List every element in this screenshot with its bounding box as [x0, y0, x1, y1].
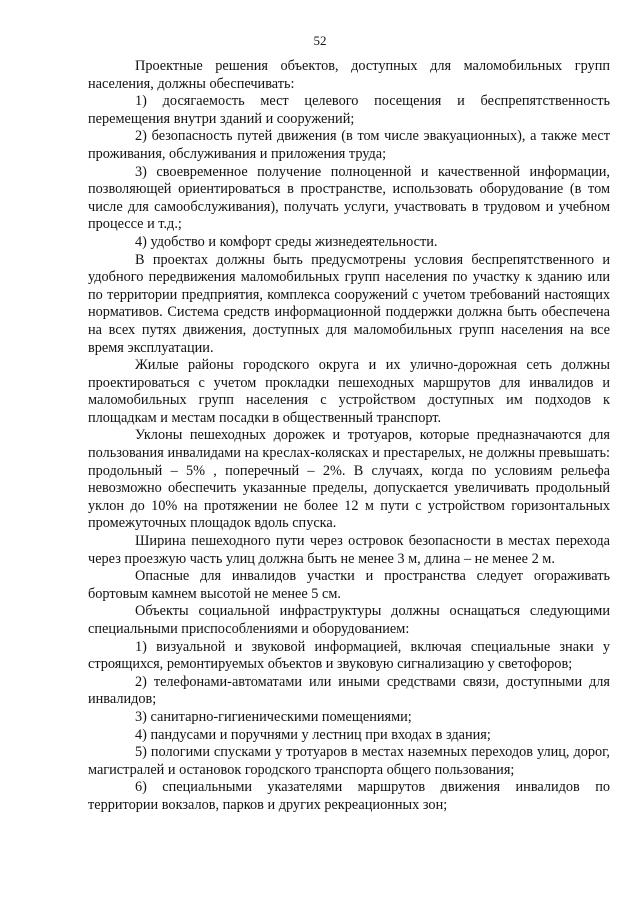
list-item: 3) своевременное получение полноценной и качественной информации, позволяющей ориентироваться в пространстве, использовать оборудование (в том числе для самообслуживания), получать услуги, участвовать в трудовом и учебном процессе и т.д.; — [88, 163, 610, 233]
list-item: 4) удобство и комфорт среды жизнедеятельности. — [135, 233, 438, 250]
paragraph: Проектные решения объектов, доступных для маломобильных групп населения, должны обеспечивать: — [88, 58, 610, 92]
list-item: 2) телефонами-автоматами или иными средствами связи, доступными для инвалидов; — [88, 673, 610, 708]
page-number: 52 — [313, 33, 327, 48]
list-item: 1) досягаемость мест целевого посещения и беспрепятственность перемещения внутри зданий и сооружений; — [88, 93, 610, 127]
list-item: 6) специальными указателями маршрутов движения инвалидов по территории вокзалов, парков и других рекреационных зон; — [88, 779, 610, 813]
paragraph: В проектах должны быть предусмотрены условия беспрепятственного и удобного передвижения маломобильных групп населения по участку к зданию или по территории предприятия, комплекса сооружений с учетом требований настоящих нормативов. Система средств информационной поддержки должна быть обеспечена на всех путях движения, доступных для маломобильных групп населения на все время эксплуатации. — [88, 251, 610, 356]
paragraph: Жилые районы городского округа и их улично-дорожная сеть должны проектироваться с учетом прокладки пешеходных маршрутов для инвалидов и маломобильных групп населения с устройством доступных им подходов к площадкам и местам посадки в общественный транспорт. — [88, 357, 610, 426]
paragraph: Уклоны пешеходных дорожек и тротуаров, которые предназначаются для пользования инвалидами на креслах-колясках и престарелых, не должны превышать: продольный – 5% , поперечный – 2%. В случаях, когда по условиям рельефа невозможно обеспечить указанные пределы, допускается увеличивать продольный уклон до 10% на протяжении не более 12 м пути с устройством горизонтальных промежуточных площадок вдоль спуска. — [88, 427, 610, 532]
document-body — [88, 58, 610, 815]
paragraph: Ширина пешеходного пути через островок безопасности в местах перехода через проезжую часть улиц должна быть не менее 3 м, длина – не менее 2 м. — [88, 533, 610, 567]
list-item: 3) санитарно-гигиеническими помещениями; — [135, 708, 412, 725]
list-item: 1) визуальной и звуковой информацией, включая специальные знаки у строящихся, ремонтируемых объектов и звуковую сигнализацию у светофоров; — [88, 638, 610, 673]
paragraph: Объекты социальной инфраструктуры должны оснащаться следующими специальными приспособлениями и оборудованием: — [88, 603, 610, 637]
list-item: 4) пандусами и поручнями у лестниц при входах в здания; — [135, 726, 491, 743]
paragraph: Опасные для инвалидов участки и пространства следует огораживать бортовым камнем высотой не менее 5 см. — [88, 568, 610, 602]
list-item: 2) безопасность путей движения (в том числе эвакуационных), а также мест проживания, обслуживания и приложения труда; — [88, 128, 610, 162]
list-item: 5) пологими спусками у тротуаров в местах наземных переходов улиц, дорог, магистралей и остановок городского транспорта общего пользования; — [88, 744, 610, 778]
